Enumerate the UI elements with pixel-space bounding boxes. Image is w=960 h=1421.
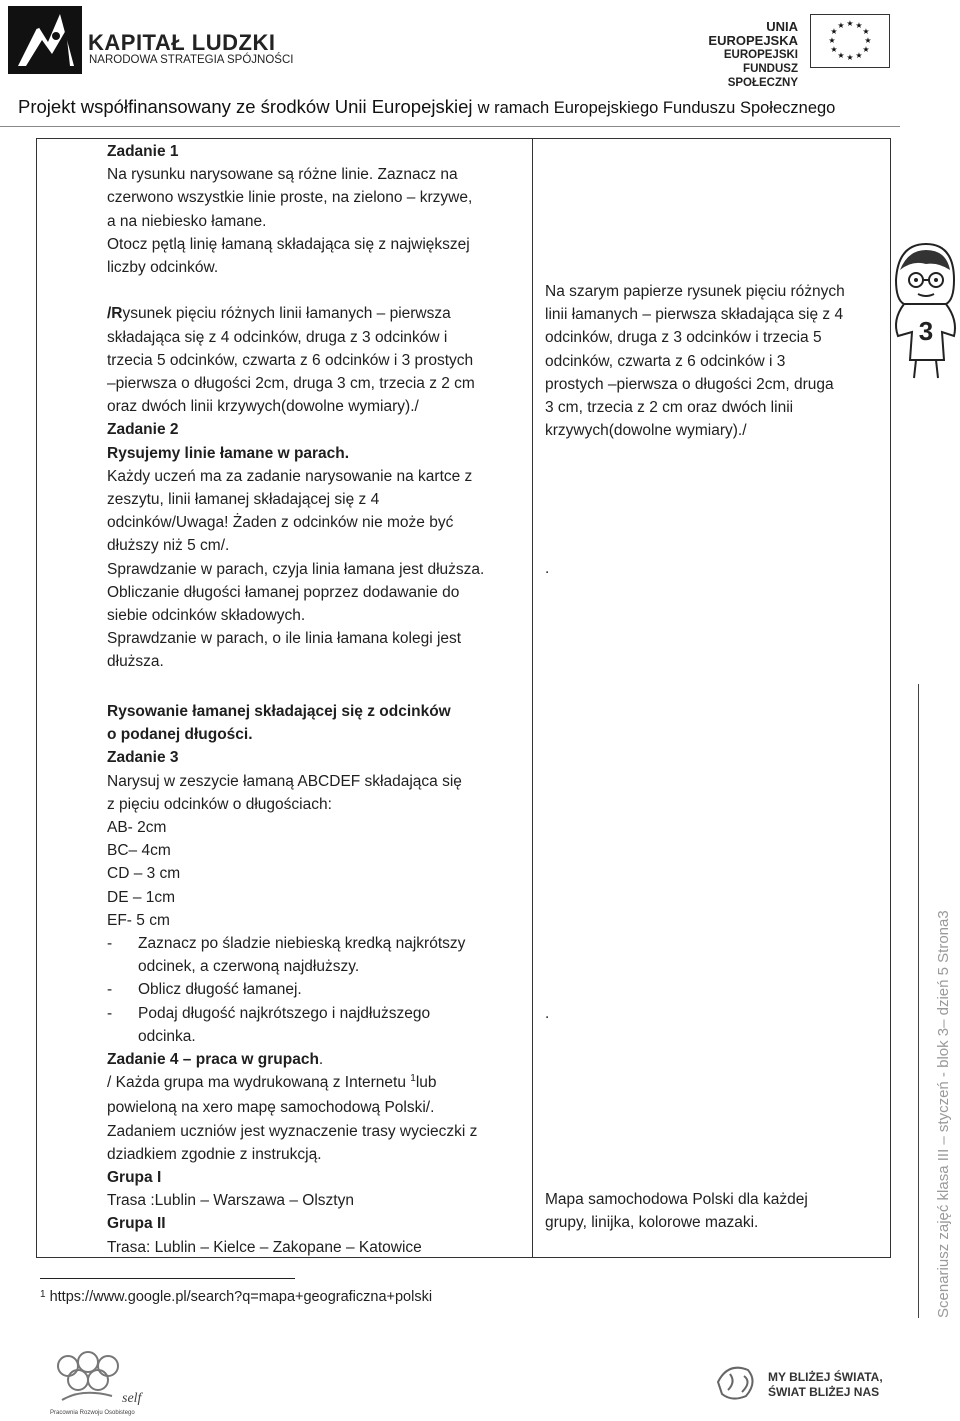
segment-item: BC– 4cm	[107, 842, 171, 860]
table-column-divider	[532, 138, 533, 1258]
group2-route: Trasa: Lublin – Kielce – Zakopane – Katowice	[107, 1238, 422, 1256]
left-top-line: a na niebiesko łamane.	[107, 212, 267, 230]
task3-line1: Narysuj w zeszycie łamaną ABCDEF składająca się	[107, 772, 462, 790]
task3-line2: z pięciu odcinków o długościach:	[107, 795, 332, 813]
mascot-number: 3	[918, 316, 934, 346]
svg-text:★: ★	[846, 53, 854, 62]
section-heading-line1: Rysowanie łamanej składającej się z odcinków	[107, 703, 451, 720]
bullet-item	[107, 1002, 531, 1048]
materials-cell-1	[545, 280, 885, 442]
materials-line: grupy, linijka, kolorowe mazaki.	[545, 1214, 759, 1232]
svg-text:★: ★	[830, 27, 838, 36]
bullet-text-line2: odcinek, a czerwoną najdłuższy.	[138, 958, 360, 976]
eu-flag-icon	[810, 14, 890, 68]
footnote-marker: 1	[40, 1289, 46, 1300]
mbs-line2: ŚWIAT BLIŻEJ NAS	[768, 1385, 880, 1399]
bullet-item	[107, 932, 531, 978]
footnote	[40, 1289, 432, 1305]
kapital-ludzki-subtitle: NARODOWA STRATEGIA SPÓJNOŚCI	[89, 54, 294, 66]
eu-label-line3: FUNDUSZ SPOŁECZNY	[727, 63, 798, 89]
left-top-line: oraz dwóch linii krzywych(dowolne wymiary)./	[107, 398, 419, 416]
left-top-line: liczby odcinków.	[107, 259, 219, 277]
kapital-ludzki-logo	[8, 6, 82, 74]
group1-route: Trasa :Lublin – Warszawa – Olsztyn	[107, 1192, 354, 1210]
materials-line: linii łamanych – pierwsza składająca się z 4	[545, 306, 844, 324]
svg-text:★: ★	[837, 21, 845, 30]
bullet-text-line2: odcinka.	[138, 1027, 196, 1045]
eu-fund-label	[688, 20, 798, 90]
left-top-line: dłuższy niż 5 cm/.	[107, 537, 230, 555]
left-top-line: –pierwsza o długości 2cm, druga 3 cm, trzecia z 2 cm	[107, 375, 475, 393]
footnote-ref: 1	[410, 1073, 416, 1085]
mascot-girl-icon	[888, 240, 960, 380]
task4-title-end: .	[318, 1051, 324, 1069]
materials-dot-2: .	[545, 1005, 550, 1022]
task4-line4: dziadkiem zgodnie z instrukcją.	[107, 1145, 322, 1163]
bullet-text-line1: Oblicz długość łamanej.	[138, 981, 302, 999]
self-logo-caption: Pracownia Rozwoju Osobistego	[50, 1410, 135, 1416]
left-top-line: odcinków/Uwaga! Żaden z odcinków nie może być	[107, 514, 454, 532]
svg-text:★: ★	[846, 19, 854, 28]
segment-item: EF- 5 cm	[107, 911, 170, 929]
left-top-line: Każdy uczeń ma za zadanie narysowanie na kartce z	[107, 467, 473, 485]
left-top-line: zeszytu, linii łamanej składającej się z 4	[107, 491, 380, 509]
svg-text:★: ★	[855, 51, 863, 60]
svg-text:★: ★	[862, 27, 870, 36]
side-page-label: Scenariusz zajęć klasa III – styczeń - blok 3– dzień 5 Strona3	[935, 910, 952, 1318]
eu-label-line2: EUROPEJSKI	[723, 49, 798, 61]
left-top-line: trzecia 5 odcinków, czwarta z 6 odcinków i 3 prostych	[107, 351, 474, 369]
svg-text:★: ★	[828, 36, 836, 45]
materials-line: Na szarym papierze rysunek pięciu różnych	[545, 283, 845, 300]
materials-line: prostych –pierwsza o długości 2cm, druga	[545, 375, 834, 393]
left-cell-bottom	[107, 700, 531, 1259]
mbs-line1: MY BLIŻEJ ŚWIATA,	[768, 1370, 883, 1384]
bullet-item	[107, 978, 531, 1001]
materials-line: krzywych(dowolne wymiary)./	[545, 422, 747, 440]
eu-label-line1: UNIA EUROPEJSKA	[708, 19, 798, 48]
left-top-line-lead: /R	[107, 305, 123, 323]
task3-bullet-list	[107, 932, 531, 1048]
left-top-line: dłuższa.	[107, 653, 164, 671]
task4-title: Zadanie 4 – praca w grupach	[107, 1051, 319, 1069]
segment-item: AB- 2cm	[107, 819, 167, 837]
kapital-ludzki-title: KAPITAŁ LUDZKI	[88, 30, 276, 55]
segment-item: CD – 3 cm	[107, 865, 181, 883]
left-top-line: Obliczanie długości łamanej poprzez dodawanie do	[107, 583, 460, 601]
task3-title: Zadanie 3	[107, 749, 179, 767]
left-top-line: Na rysunku narysowane są różne linie. Zaznacz na	[107, 166, 458, 184]
footnote-rule	[40, 1278, 295, 1279]
side-vertical-line	[918, 684, 919, 1318]
left-top-line: siebie odcinków składowych.	[107, 607, 306, 625]
group2-title: Grupa II	[107, 1215, 166, 1233]
svg-text:★: ★	[855, 21, 863, 30]
project-cofinancing-line	[18, 96, 835, 118]
svg-text:★: ★	[862, 45, 870, 54]
left-top-line: składająca się z 4 odcinków, druga z 3 odcinków i	[107, 328, 448, 346]
materials-line: 3 cm, trzecia z 2 cm oraz dwóch linii	[545, 399, 794, 417]
left-top-line: Zadanie 2	[107, 421, 179, 439]
bullet-text-line1: Zaznacz po śladzie niebieską kredką najkrótszy	[138, 935, 466, 953]
materials-dot-1: .	[545, 560, 550, 577]
left-top-line: Zadanie 1	[107, 143, 179, 160]
project-line-part1: Projekt współfinansowany ze środków Unii Europejskiej	[18, 96, 473, 117]
header-divider	[0, 126, 900, 127]
materials-cell-2	[545, 1188, 875, 1234]
bullet-dash: -	[107, 981, 113, 999]
footnote-text: https://www.google.pl/search?q=mapa+geograficzna+polski	[45, 1289, 433, 1305]
self-logo	[42, 1350, 162, 1418]
left-top-line: Sprawdzanie w parach, czyja linia łamana jest dłuższa.	[107, 560, 485, 578]
left-top-line-rest: ysunek pięciu różnych linii łamanych – pierwsza	[122, 305, 451, 323]
left-cell-top	[107, 140, 531, 674]
bullet-dash: -	[107, 935, 113, 953]
materials-line: odcinków, czwarta z 6 odcinków i 3	[545, 352, 786, 370]
group1-title: Grupa I	[107, 1169, 162, 1187]
svg-text:★: ★	[837, 51, 845, 60]
project-line-part2: w ramach Europejskiego Funduszu Społecznego	[477, 99, 836, 117]
svg-text:★: ★	[864, 36, 872, 45]
left-top-line: Sprawdzanie w parach, o ile linia łamana kolegi jest	[107, 630, 462, 648]
task4-line1a: / Każda grupa ma wydrukowaną z Internetu	[107, 1074, 411, 1092]
bullet-text-line1: Podaj długość najkrótszego i najdłuższego	[138, 1004, 431, 1022]
my-blizej-swiata-text	[768, 1370, 883, 1400]
left-top-line: Otocz pętlą linię łamaną składająca się z największej	[107, 235, 470, 253]
task4-line3: Zadaniem uczniów jest wyznaczenie trasy wycieczki z	[107, 1122, 478, 1140]
left-top-line: Rysujemy linie łamane w parach.	[107, 444, 350, 462]
segment-list	[107, 816, 531, 932]
left-top-line	[107, 279, 531, 302]
left-top-line: czerwono wszystkie linie proste, na zielono – krzywe,	[107, 189, 473, 207]
self-logo-text: self	[122, 1391, 142, 1406]
left-top-line	[107, 302, 531, 325]
bullet-dash: -	[107, 1004, 113, 1022]
materials-line: odcinków, druga z 3 odcinków i trzecia 5	[545, 329, 822, 347]
task4-line2: powieloną na xero mapę samochodową Polski/.	[107, 1099, 435, 1117]
segment-item: DE – 1cm	[107, 888, 176, 906]
svg-text:★: ★	[830, 45, 838, 54]
materials-line: Mapa samochodowa Polski dla każdej	[545, 1191, 808, 1208]
task4-line1b: lub	[415, 1074, 437, 1092]
section-heading-line2: o podanej długości.	[107, 726, 253, 744]
